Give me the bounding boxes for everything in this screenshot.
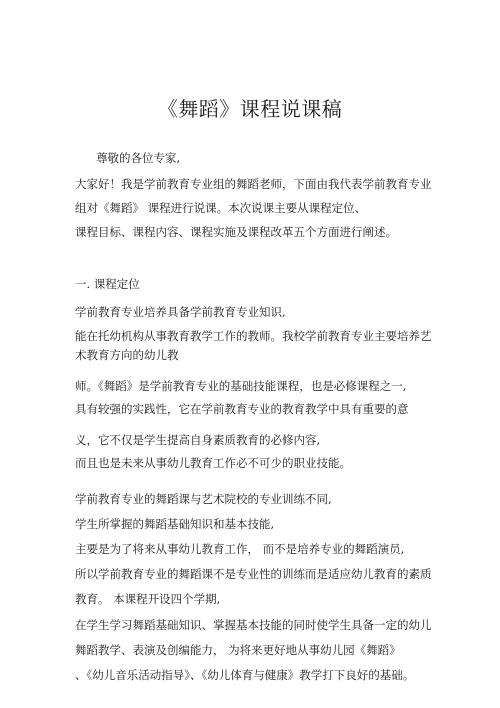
paragraph-line: 能在托幼机构从事教育教学工作的教师。我校学前教育专业主要培养艺 (75, 329, 432, 343)
paragraph-line: 舞蹈教学、表演及创编能力， 为将来更好地从事幼儿园《舞蹈》 (75, 643, 401, 657)
paragraph-line: 学前教育专业的舞蹈课与艺术院校的专业训练不同, (75, 492, 332, 506)
paragraph-line: 学生所掌握的舞蹈基础知识和基本技能, (75, 517, 275, 531)
paragraph-line: 具有较强的实践性，它在学前教育专业的教育教学中具有重要的意 (75, 402, 409, 416)
paragraph-line: 学前教育专业培养具备学前教育专业知识, (75, 305, 286, 319)
paragraph-line: 、《幼儿音乐活动指导》、《幼儿体育与健康》教学打下良好的基础。 (75, 668, 415, 682)
document-title: 《舞蹈》课程说课稿 (157, 97, 343, 121)
paragraph-line: 术教育方向的幼儿教 (75, 348, 179, 362)
paragraph-line: 教育。 本课程开设四个学期, (75, 592, 221, 606)
paragraph-line: 而且也是未来从事幼儿教育工作必不可少的职业技能。 (75, 456, 351, 470)
paragraph-line: 在学生学习舞蹈基础知识、掌握基本技能的同时使学生具备一定的幼儿 (75, 618, 432, 632)
paragraph-line: 师。《舞蹈》是学前教育专业的基础技能课程，也是必修课程之一, (75, 379, 407, 393)
paragraph-line: 尊敬的各位专家, (96, 151, 181, 165)
paragraph-line: 义，它不仅是学生提高自身素质教育的必修内容, (75, 433, 321, 447)
paragraph-line: 组对《舞蹈》 课程进行说课。本次说课主要从课程定位、 (75, 201, 367, 215)
paragraph-line: 大家好！我是学前教育专业组的舞蹈老师，下面由我代表学前教育专业 (75, 177, 432, 191)
paragraph-line: 所以学前教育专业的舞蹈课不是专业性的训练而是适应幼儿教育的素质 (75, 567, 432, 581)
section-heading: 一. 课程定位 (75, 277, 140, 291)
paragraph-line: 课程目标、课程内容、课程实施及课程改革五个方面进行阐述。 (75, 225, 397, 239)
paragraph-line: 主要是为了将来从事幼儿教育工作， 而不是培养专业的舞蹈演员, (75, 542, 405, 556)
